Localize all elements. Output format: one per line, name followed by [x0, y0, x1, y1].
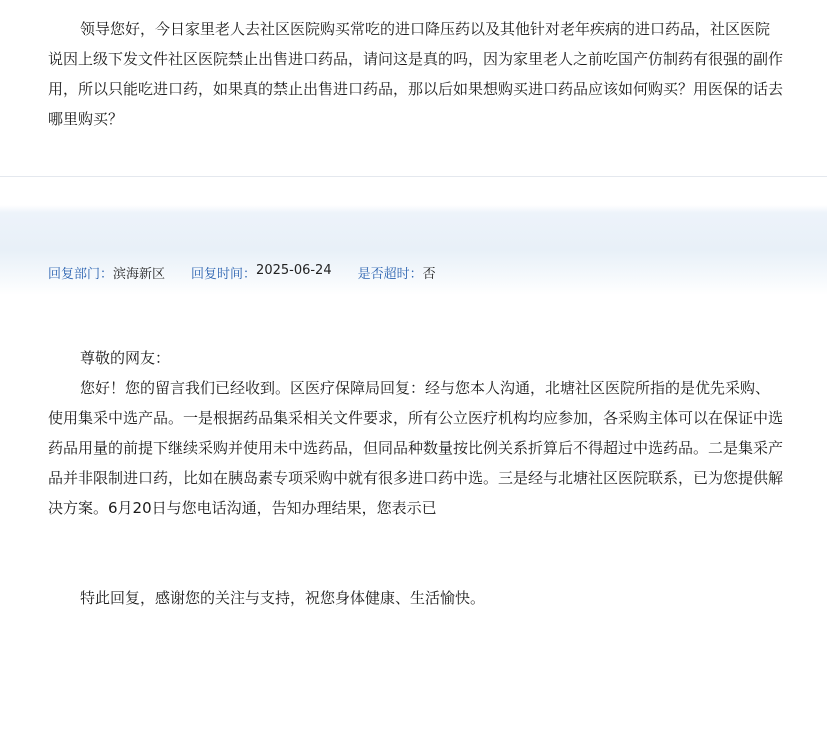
reply-body: 您好！您的留言我们已经收到。区医疗保障局回复：经与您本人沟通，北塘社区医院所指的是优先采购、使用集采中选产品。一是根据药品集采相关文件要求，所有公立医疗机构均应参加，各采购主体可以在保证中选药品用量的前提下继续采购并使用未中选药品，但同品种数量按比例关系折算后不得超过中选药品。二是集采产品并非限制进口药，比如在胰岛素专项采购中就有很多进口药中选。三是经与北塘社区医院联系，已为您提供解决方案。6月20日与您电话沟通，告知办理结果，您表示已: [48, 379, 783, 517]
reply-department: [48, 263, 165, 282]
question-text: 领导您好，今日家里老人去社区医院购买常吃的进口降压药以及其他针对老年疾病的进口药品，社区医院说因上级下发文件社区医院禁止出售进口药品，请问这是真的吗，因为家里老人之前吃国产仿制药有很强的副作用，所以只能吃进口药，如果真的禁止出售进口药品，那以后如果想购买进口药品应该如何购买？用医保的话去哪里购买？: [48, 20, 784, 128]
reply-time-value: 2025-06-24: [256, 262, 332, 278]
reply-time: [191, 263, 332, 282]
reply-meta-row: [48, 262, 462, 282]
reply-overdue: [358, 263, 436, 282]
reply-time-label: 回复时间：: [191, 266, 257, 282]
reply-department-label: 回复部门：: [48, 266, 114, 282]
reply-department-value: 滨海新区: [113, 266, 166, 282]
reply-overdue-label: 是否超时：: [357, 266, 423, 282]
section-divider: [0, 176, 827, 177]
reply-greeting: 尊敬的网友：: [80, 349, 171, 367]
reply-section: [48, 343, 783, 613]
question-section: [48, 14, 783, 134]
reply-overdue-value: 否: [422, 266, 436, 282]
reply-closing: 特此回复，感谢您的关注与支持，祝您身体健康、生活愉快。: [80, 589, 486, 607]
